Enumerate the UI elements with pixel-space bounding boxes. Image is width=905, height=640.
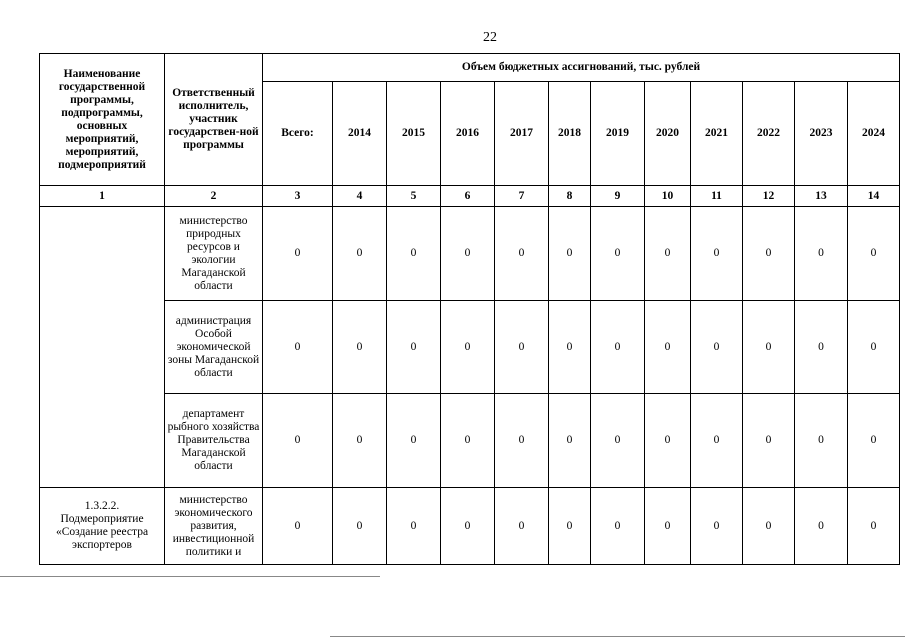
value-cell: 0	[333, 488, 387, 565]
value-cell: 0	[549, 394, 591, 488]
value-cell: 0	[549, 207, 591, 301]
page-number: 22	[483, 30, 497, 45]
header-budget: Объем бюджетных ассигнований, тыс. рублей	[263, 54, 900, 82]
header-total: Всего:	[263, 82, 333, 186]
executor-cell: администрация Особой экономической зоны Магаданской области	[165, 301, 263, 394]
value-cell: 0	[591, 301, 645, 394]
value-cell: 0	[441, 207, 495, 301]
column-number: 4	[333, 186, 387, 207]
column-number-row	[40, 186, 900, 207]
header-year: 2021	[691, 82, 743, 186]
header-year: 2020	[645, 82, 691, 186]
executor-cell: министерство природных ресурсов и экологии Магаданской области	[165, 207, 263, 301]
value-cell: 0	[333, 394, 387, 488]
value-cell: 0	[441, 301, 495, 394]
value-cell: 0	[333, 301, 387, 394]
value-cell: 0	[691, 488, 743, 565]
value-cell: 0	[645, 488, 691, 565]
column-number: 9	[591, 186, 645, 207]
value-cell: 0	[263, 394, 333, 488]
value-cell: 0	[795, 207, 848, 301]
value-cell: 0	[549, 301, 591, 394]
value-cell: 0	[495, 394, 549, 488]
value-cell: 0	[387, 394, 441, 488]
value-cell: 0	[495, 301, 549, 394]
budget-table	[39, 53, 900, 565]
value-cell: 0	[645, 301, 691, 394]
value-cell: 0	[645, 394, 691, 488]
header-year: 2017	[495, 82, 549, 186]
table-row	[40, 207, 900, 301]
header-year: 2023	[795, 82, 848, 186]
table-row	[40, 394, 900, 488]
value-cell: 0	[848, 394, 900, 488]
value-cell: 0	[743, 394, 795, 488]
program-name-cell: 1.3.2.2. Подмероприятие «Создание реестра экспортеров	[40, 488, 165, 565]
column-number: 8	[549, 186, 591, 207]
column-number: 7	[495, 186, 549, 207]
value-cell: 0	[795, 488, 848, 565]
value-cell: 0	[387, 207, 441, 301]
column-number: 11	[691, 186, 743, 207]
value-cell: 0	[333, 207, 387, 301]
value-cell: 0	[743, 488, 795, 565]
program-name-cell-empty	[40, 207, 165, 488]
scan-line	[330, 636, 905, 637]
value-cell: 0	[263, 488, 333, 565]
value-cell: 0	[743, 301, 795, 394]
value-cell: 0	[387, 488, 441, 565]
value-cell: 0	[495, 207, 549, 301]
header-program-name: Наименование государственной программы, подпрограммы, основных мероприятий, мероприятий, подмероприятий	[40, 54, 165, 186]
value-cell: 0	[848, 301, 900, 394]
column-number: 13	[795, 186, 848, 207]
header-year: 2022	[743, 82, 795, 186]
column-number: 12	[743, 186, 795, 207]
value-cell: 0	[691, 394, 743, 488]
table-row	[40, 488, 900, 565]
header-year: 2014	[333, 82, 387, 186]
value-cell: 0	[263, 207, 333, 301]
column-number: 6	[441, 186, 495, 207]
column-number: 5	[387, 186, 441, 207]
value-cell: 0	[848, 488, 900, 565]
value-cell: 0	[848, 207, 900, 301]
value-cell: 0	[441, 488, 495, 565]
header-year: 2016	[441, 82, 495, 186]
scan-line	[0, 576, 380, 577]
executor-cell: министерство экономического развития, инвестиционной политики и	[165, 488, 263, 565]
value-cell: 0	[549, 488, 591, 565]
header-year: 2015	[387, 82, 441, 186]
table-row	[40, 301, 900, 394]
value-cell: 0	[691, 301, 743, 394]
value-cell: 0	[645, 207, 691, 301]
header-executor: Ответственный исполнитель, участник государствен-ной программы	[165, 54, 263, 186]
column-number: 2	[165, 186, 263, 207]
value-cell: 0	[591, 488, 645, 565]
executor-cell: департамент рыбного хозяйства Правительства Магаданской области	[165, 394, 263, 488]
value-cell: 0	[795, 301, 848, 394]
value-cell: 0	[263, 301, 333, 394]
column-number: 1	[40, 186, 165, 207]
value-cell: 0	[795, 394, 848, 488]
value-cell: 0	[591, 394, 645, 488]
value-cell: 0	[691, 207, 743, 301]
header-year: 2018	[549, 82, 591, 186]
value-cell: 0	[495, 488, 549, 565]
column-number: 14	[848, 186, 900, 207]
value-cell: 0	[441, 394, 495, 488]
column-number: 3	[263, 186, 333, 207]
value-cell: 0	[387, 301, 441, 394]
column-number: 10	[645, 186, 691, 207]
header-year: 2019	[591, 82, 645, 186]
value-cell: 0	[591, 207, 645, 301]
value-cell: 0	[743, 207, 795, 301]
header-year: 2024	[848, 82, 900, 186]
